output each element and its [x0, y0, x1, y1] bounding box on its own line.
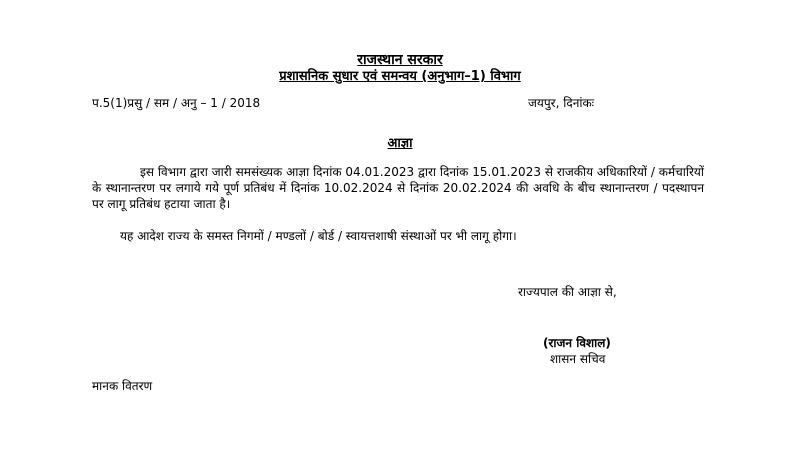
department-title: प्रशासनिक सुधार एवं समन्वय (अनुभाग–1) विभाग	[279, 69, 521, 84]
signatory-name: (राजन विशाल)	[543, 336, 611, 350]
authority-line: राज्यपाल की आज्ञा से,	[518, 285, 617, 299]
signatory-designation: शासन सचिव	[550, 352, 606, 366]
order-paragraph-2: यह आदेश राज्य के समस्त निगमों / मण्डलों / बोर्ड / स्वायत्तशाषी संस्थाओं पर भी लागू होगा।	[120, 229, 517, 243]
order-paragraph-1: इस विभाग द्वारा जारी समसंख्यक आज्ञा दिनांक 04.01.2023 द्वारा दिनांक 15.01.2023 से राजकीय अधिकारियों / कर्मचारियों के स्थानान्तरण पर लगाये गये पूर्ण प्रतिबंध में दिनांक 10.02.2024 से दिनांक 20.02.2024 की अवधि के बीच स्थानान्तरण / पदस्थापन पर लागू प्रतिबंध हटाया जाता है।	[92, 165, 704, 211]
reference-number: प.5(1)प्रसु / सम / अनु – 1 / 2018	[92, 96, 261, 110]
place-date: जयपुर, दिनांकः	[528, 96, 595, 110]
government-title: राजस्थान सरकार	[357, 52, 443, 68]
order-title: आज्ञा	[387, 136, 413, 151]
distribution-label: मानक वितरण	[92, 379, 153, 393]
